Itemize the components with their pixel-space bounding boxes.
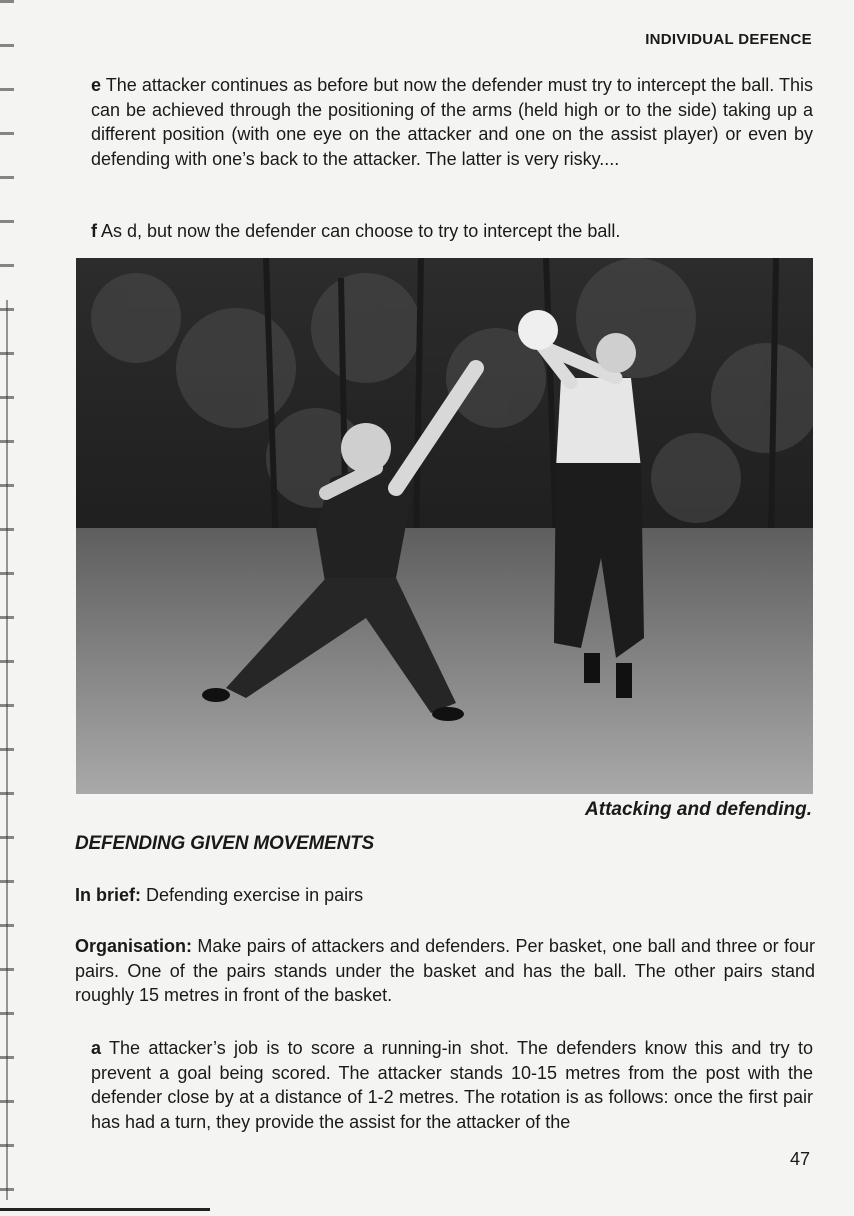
in-brief — [75, 883, 815, 908]
paragraph-e-text: The attacker continues as before but now the defender must try to intercept the ball. This can be achieved through the positioning of the arms (held high or to the side) taking up a different position (with one eye on the attacker and one on the assist player) or even by defending with one’s back to the attacker. The latter is very risky.... — [91, 75, 813, 169]
paragraph-a-marker: a — [91, 1038, 102, 1058]
photo-attacking-defending — [76, 258, 813, 794]
ball — [518, 310, 558, 350]
photo-caption: Attacking and defending. — [585, 799, 812, 820]
ground — [76, 528, 813, 794]
section-title: DEFENDING GIVEN MOVEMENTS — [75, 833, 375, 854]
organisation-text: Make pairs of attackers and defenders. Per basket, one ball and three or four pairs. One of the pairs stands under the basket and has the ball. The other pairs stand roughly 15 metres in front of the basket. — [75, 936, 815, 1005]
in-brief-text: Defending exercise in pairs — [146, 885, 364, 905]
paragraph-e — [91, 73, 813, 171]
page-number: 47 — [789, 1149, 810, 1169]
paragraph-f-marker: f — [91, 221, 97, 241]
organisation — [75, 934, 815, 1008]
photo-illustration — [76, 258, 813, 794]
paragraph-f — [91, 219, 813, 244]
paragraph-f-text: As d, but now the defender can choose to try to intercept the ball. — [101, 221, 621, 241]
paragraph-a-text: The attacker’s job is to score a running-in shot. The defenders know this and try to prevent a goal being scored. The attacker stands 10-15 metres from the post with the defender close by at a distance of 1-2 metres. The rotation is as follows: once the first pair has had a turn, they provide the assist for the attacker of the — [91, 1038, 813, 1132]
bottom-rule — [0, 1208, 210, 1211]
organisation-label: Organisation: — [75, 936, 193, 956]
running-head: INDIVIDUAL DEFENCE — [645, 31, 812, 48]
binding-shadow — [6, 300, 8, 1200]
in-brief-label: In brief: — [75, 885, 141, 905]
paragraph-e-marker: e — [91, 75, 102, 95]
paragraph-a — [91, 1036, 813, 1134]
